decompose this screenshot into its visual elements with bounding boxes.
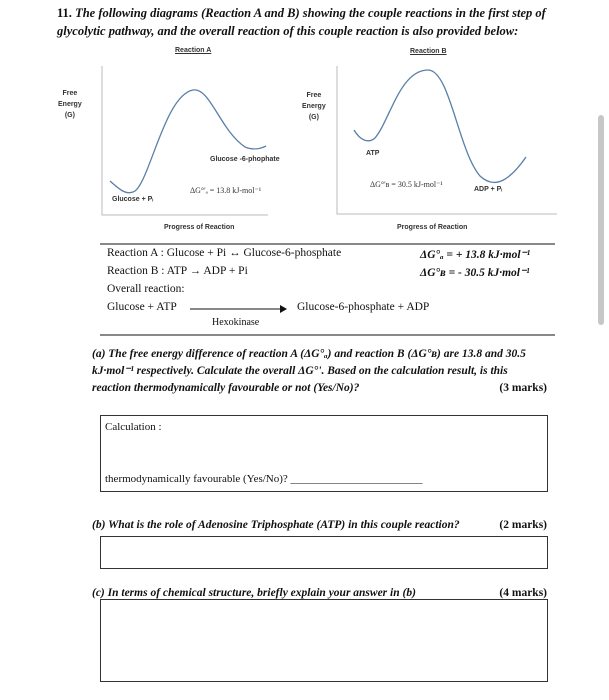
overall-products: Glucose-6-phosphate + ADP [297,301,430,313]
diagram-b-ylabel [302,90,326,123]
diagram-b-title: Reaction B [410,48,447,55]
diagram-b-reactant: ATP [366,150,380,157]
divider [100,243,555,245]
part-b-marks: (2 marks) [499,519,547,531]
part-c-text: (c) In terms of chemical structure, briefly explain your answer in (b) [92,587,416,599]
diagram-a-xlabel: Progress of Reaction [164,224,235,231]
calculation-label: Calculation : [105,421,162,433]
overall-reactants: Glucose + ATP [107,301,177,313]
ylabel-line: (G) [308,114,319,121]
reaction-b-delta: ΔG°ʙ = - 30.5 kJ·mol⁻¹ [420,267,530,279]
reaction-a-equation: Reaction A : Glucose + Pi ↔ Glucose-6-phosphate [107,247,342,259]
ylabel-line: Energy [58,101,82,108]
ylabel-line: (G) [64,112,75,119]
part-a-marks: (3 marks) [499,382,547,394]
diagram-a-curve [110,90,266,193]
diagram-a-reactant: Glucose + Pᵢ [112,196,154,203]
question-text: The following diagrams (Reaction A and B) showing the couple reactions in the first step of glycolytic pathway, and the overall reaction of this couple reaction is also provided below: [57,6,546,38]
overall-label: Overall reaction: [107,283,185,295]
diagram-b-xlabel: Progress of Reaction [397,224,468,231]
diagram-b-delta: ΔG°'ʙ = 30.5 kJ-mol⁻¹ [370,180,443,189]
reaction-b-equation: Reaction B : ATP → ADP + Pi [107,265,248,277]
part-b-question [92,517,547,534]
part-a-text: (a) The free energy difference of reaction A (ΔG°ₐ) and reaction B (ΔG°ʙ) are 13.8 and 30.5 kJ·mol⁻¹ respectively. Calculate the overall ΔG°'. Based on the calculation result, is this reaction thermodynamically favourable or not (Yes/No)? [92,348,526,394]
favourable-label: thermodynamically favourable (Yes/No)? ________________________ [105,473,423,485]
diagram-a-delta: ΔG°'ₐ = 13.8 kJ-mol⁻¹ [190,186,262,195]
reaction-a-delta: ΔG°ₐ = + 13.8 kJ·mol⁻¹ [420,249,531,261]
part-b-text: (b) What is the role of Adenosine Triphosphate (ATP) in this couple reaction? [92,519,460,531]
question-number: 11. [57,6,72,20]
part-a-answer-box[interactable] [100,415,548,492]
part-b-answer-box[interactable] [100,536,548,569]
part-c-marks: (4 marks) [499,587,547,599]
part-a-question [92,346,547,397]
part-c-answer-box[interactable] [100,599,548,682]
diagram-a-title: Reaction A [175,47,212,54]
diagram-b-product: ADP + Pᵢ [474,186,503,193]
divider [100,334,555,336]
ylabel-line: Free [62,90,78,97]
ylabel-line: Free [306,92,322,99]
reaction-arrow-icon [188,303,288,315]
ylabel-line: Energy [302,103,326,110]
diagram-a-product: Glucose -6-phophate [210,156,280,163]
diagram-b-curve [354,70,526,182]
scrollbar[interactable] [598,115,604,325]
enzyme-label: Hexokinase [212,317,260,328]
